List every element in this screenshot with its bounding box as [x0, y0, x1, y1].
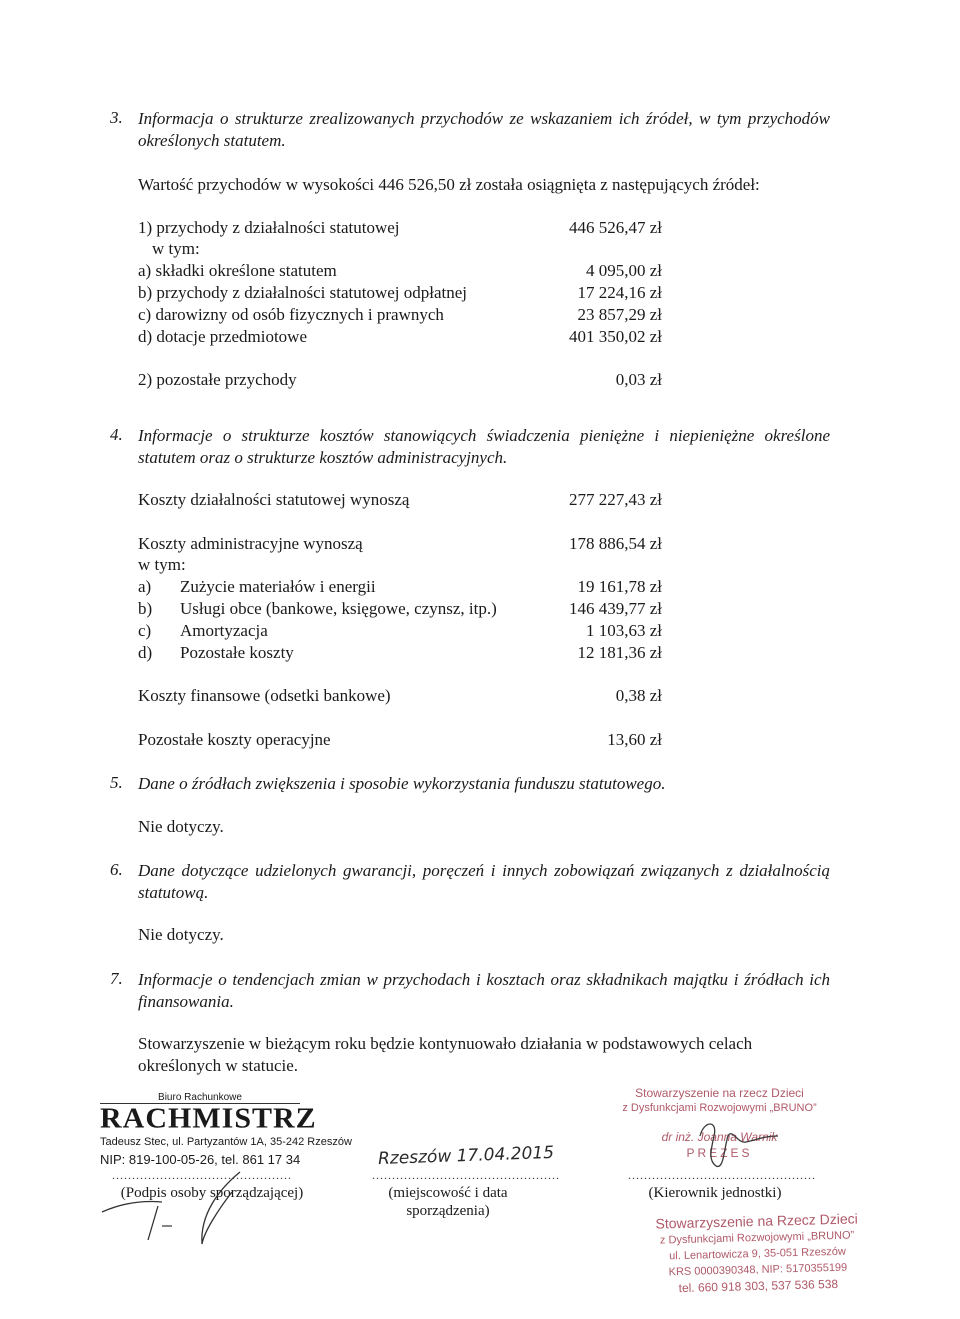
- section-3-title: Informacja o strukturze zrealizowanych przychodów ze wskazaniem ich źródeł, w tym przychodów określonych statutem.: [138, 109, 830, 150]
- other-operating-costs-amount: 13,60 zł: [607, 730, 662, 749]
- income-line-d-amount: 401 350,02 zł: [568, 327, 662, 346]
- income-line-a-amount: 4 095,00 zł: [585, 261, 662, 280]
- section-7-body: Stowarzyszenie w bieżącym roku będzie kontynuowało działania w podstawowych celach określonych w statucie.: [138, 1034, 753, 1075]
- accounting-office-stamp: [100, 1092, 352, 1168]
- place-date-caption: (miejscowość i data sporządzenia): [388, 1185, 508, 1219]
- stamp-nip: NIP: 819-100-05-26, tel. 861 17 34: [100, 1152, 301, 1167]
- admin-item-d-label: Pozostałe koszty: [180, 643, 294, 662]
- org-stamp-line2: z Dysfunkcjami Rozwojowymi „BRUNO”: [659, 1229, 855, 1247]
- income-line-a-label: a) składki określone statutem: [138, 261, 337, 280]
- preparer-caption: (Podpis osoby sporządzającej): [120, 1185, 304, 1201]
- section-6-body: Nie dotyczy.: [138, 925, 224, 944]
- org-stamp-line3: ul. Lenartowicza 9, 35-051 Rzeszów: [669, 1245, 847, 1263]
- section-7-number: 7.: [110, 969, 123, 988]
- section-5-body: Nie dotyczy.: [138, 817, 224, 836]
- income-line-1-label: 1) przychody z działalności statutowej: [138, 218, 400, 237]
- admin-costs-label: Koszty administracyjne wynoszą: [138, 534, 363, 553]
- stamp-address: Tadeusz Stec, ul. Partyzantów 1A, 35-242 Rzeszów: [100, 1136, 352, 1148]
- income-line-2-label: 2) pozostałe przychody: [138, 370, 297, 389]
- org-stamp-line4: KRS 0000390348, NIP: 5170355199: [668, 1261, 848, 1279]
- admin-costs-wtym: w tym:: [138, 555, 186, 574]
- head-stamp-role: PREZES: [686, 1146, 753, 1160]
- financial-costs-label: Koszty finansowe (odsetki bankowe): [138, 686, 391, 705]
- admin-item-c-amount: 1 103,63 zł: [585, 621, 662, 640]
- section-3-number: 3.: [110, 108, 123, 127]
- section-5-title: Dane o źródłach zwiększenia i sposobie wykorzystania funduszu statutowego.: [138, 774, 666, 793]
- section-5-heading: [110, 773, 830, 795]
- income-line-c-amount: 23 857,29 zł: [577, 305, 662, 324]
- head-stamp-org-line2: z Dysfunkcjami Rozwojowymi „BRUNO”: [622, 1102, 817, 1114]
- section-6-title: Dane dotyczące udzielonych gwarancji, poręczeń i innych zobowiązań związanych z działalnością statutową.: [138, 861, 830, 902]
- income-line-b-label: b) przychody z działalności statutowej odpłatnej: [138, 283, 468, 302]
- section-4-number: 4.: [110, 425, 123, 444]
- head-stamp-org-line1: Stowarzyszenie na rzecz Dzieci: [635, 1086, 804, 1100]
- admin-item-c-letter: c): [138, 621, 152, 640]
- head-stamp-name: dr inż. Joanna Warnik: [661, 1130, 778, 1144]
- organization-stamp: [649, 1209, 866, 1297]
- head-caption: (Kierownik jednostki): [648, 1185, 782, 1201]
- admin-item-a-letter: a): [138, 577, 152, 596]
- stamp-office-label: Biuro Rachunkowe: [100, 1092, 300, 1104]
- section-6-number: 6.: [110, 860, 123, 879]
- section-7-heading: [110, 969, 830, 1013]
- income-line-1-amount: 446 526,47 zł: [568, 218, 662, 237]
- financial-costs-amount: 0,38 zł: [615, 686, 662, 705]
- admin-item-b-label: Usługi obce (bankowe, księgowe, czynsz, itp.): [180, 599, 497, 618]
- section-4-heading: [110, 425, 830, 469]
- stamp-brand: RACHMISTRZ: [100, 1102, 317, 1135]
- admin-item-a-label: Zużycie materiałów i energii: [180, 577, 376, 596]
- section-5-number: 5.: [110, 773, 123, 792]
- income-line-2-amount: 0,03 zł: [615, 370, 662, 389]
- admin-item-d-letter: d): [138, 643, 153, 662]
- preparer-signature-icon: [100, 1170, 260, 1250]
- income-line-b-amount: 17 224,16 zł: [577, 283, 662, 302]
- section-3-heading: [110, 108, 830, 152]
- preparer-signature-line: .............................................: [112, 1168, 292, 1182]
- income-line-c-label: c) darowizny od osób fizycznych i prawnych: [138, 305, 444, 324]
- income-intro-wtym: w tym:: [152, 239, 200, 258]
- org-stamp-line5: tel. 660 918 303, 537 536 538: [678, 1276, 839, 1296]
- section-6-heading: [110, 860, 830, 904]
- admin-costs-amount: 178 886,54 zł: [568, 534, 662, 553]
- income-line-d-label: d) dotacje przedmiotowe: [138, 327, 307, 346]
- admin-item-b-letter: b): [138, 599, 153, 618]
- section-4-title: Informacje o strukturze kosztów stanowiących świadczenia pieniężne i niepieniężne określone statutem oraz o strukturze kosztów administracyjnych.: [138, 426, 830, 467]
- admin-item-c-label: Amortyzacja: [180, 621, 268, 640]
- handwritten-place-date: Rzeszów 17.04.2015: [377, 1142, 555, 1170]
- head-signature-icon: [694, 1114, 784, 1174]
- statutory-costs-label: Koszty działalności statutowej wynoszą: [138, 490, 410, 509]
- admin-item-d-amount: 12 181,36 zł: [577, 643, 662, 662]
- section-3-intro: Wartość przychodów w wysokości 446 526,50 zł została osiągnięta z następujących źródeł:: [138, 175, 760, 194]
- statutory-costs-amount: 277 227,43 zł: [568, 490, 662, 509]
- org-stamp-line1: Stowarzyszenie na Rzecz Dzieci: [655, 1210, 858, 1232]
- admin-item-b-amount: 146 439,77 zł: [568, 599, 662, 618]
- section-7-title: Informacje o tendencjach zmian w przychodach i kosztach oraz składnikach majątku i źródłach ich finansowania.: [138, 970, 830, 1011]
- admin-item-a-amount: 19 161,78 zł: [577, 577, 662, 596]
- other-operating-costs-label: Pozostałe koszty operacyjne: [138, 730, 331, 749]
- head-signature-line: ...............................................: [628, 1168, 816, 1182]
- place-date-line: ...............................................: [372, 1168, 560, 1182]
